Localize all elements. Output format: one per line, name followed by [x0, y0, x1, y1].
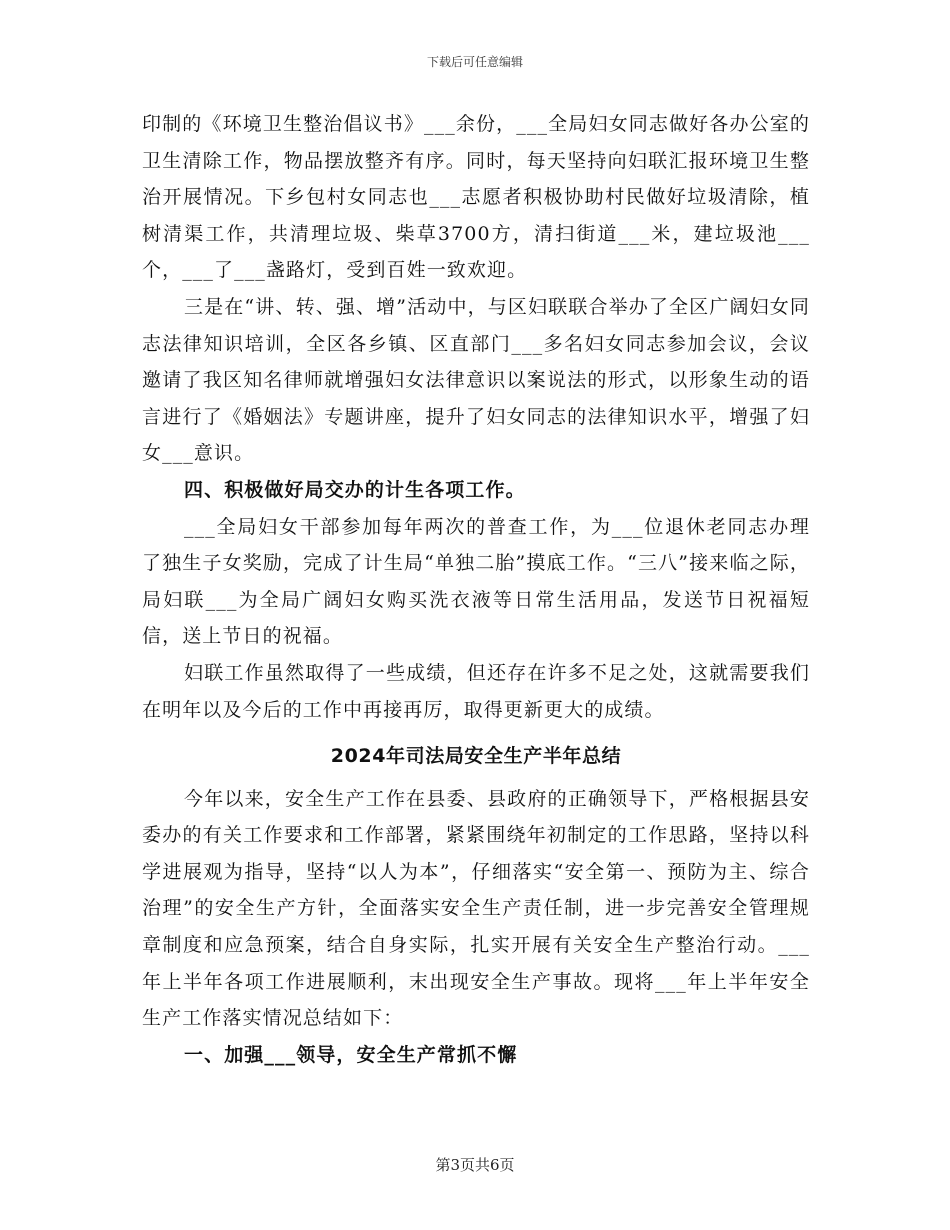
paragraph-conclusion: 妇联工作虽然取得了一些成绩，但还存在许多不足之处，这就需要我们在明年以及今后的工作中再接再厉，取得更新更大的成绩。	[142, 661, 810, 721]
section-heading-four: 四、积极做好局交办的计生各项工作。	[184, 478, 526, 501]
section-heading-one: 一、加强___领导，安全生产常抓不懈	[184, 1043, 518, 1066]
paragraph-safety-intro: 今年以来，安全生产工作在县委、县政府的正确领导下，严格根据县安委办的有关工作要求和工作部署，紧紧围绕年初制定的工作思路，坚持以科学进展观为指导，坚持“以人为本”，仔细落实“安全第一、预防为主、综合治理”的安全生产方针，全面落实安全生产责任制，进一步完善安全管理规章制度和应急预案，结合自身实际，扎实开展有关安全生产整治行动。___年上半年各项工作进展顺利，末出现安全生产事故。现将___年上半年安全生产工作落实情况总结如下：	[142, 787, 810, 1030]
document-body	[142, 106, 810, 1073]
document-title: 2024年司法局安全生产半年总结	[330, 745, 622, 768]
paragraph-legal-training: 三是在“讲、转、强、增”活动中，与区妇联联合举办了全区广阔妇女同志法律知识培训，全区各乡镇、区直部门___多名妇女同志参加会议，会议邀请了我区知名律师就增强妇女法律意识以案说法的形式，以形象生动的语言进行了《婚姻法》专题讲座，提升了妇女同志的法律知识水平，增强了妇女___意识。	[142, 295, 810, 465]
paragraph-family-planning: ___全局妇女干部参加每年两次的普查工作，为___位退休老同志办理了独生子女奖励，完成了计生局“单独二胎”摸底工作。“三八”接来临之际，局妇联___为全局广阔妇女购买洗衣液等日常生活用品，发送节日祝福短信，送上节日的祝福。	[142, 515, 810, 648]
paragraph-environment: 印制的《环境卫生整治倡议书》___余份，___全局妇女同志做好各办公室的卫生清除工作，物品摆放整齐有序。同时，每天坚持向妇联汇报环境卫生整治开展情况。下乡包村女同志也___志愿者积极协助村民做好垃圾清除，植树清渠工作，共清理垃圾、柴草3700方，清扫街道___米，建垃圾池___个，___了___盏路灯，受到百姓一致欢迎。	[142, 113, 810, 282]
page-number: 第3页共6页	[435, 1156, 515, 1174]
header-note: 下载后可任意编辑	[426, 55, 523, 69]
